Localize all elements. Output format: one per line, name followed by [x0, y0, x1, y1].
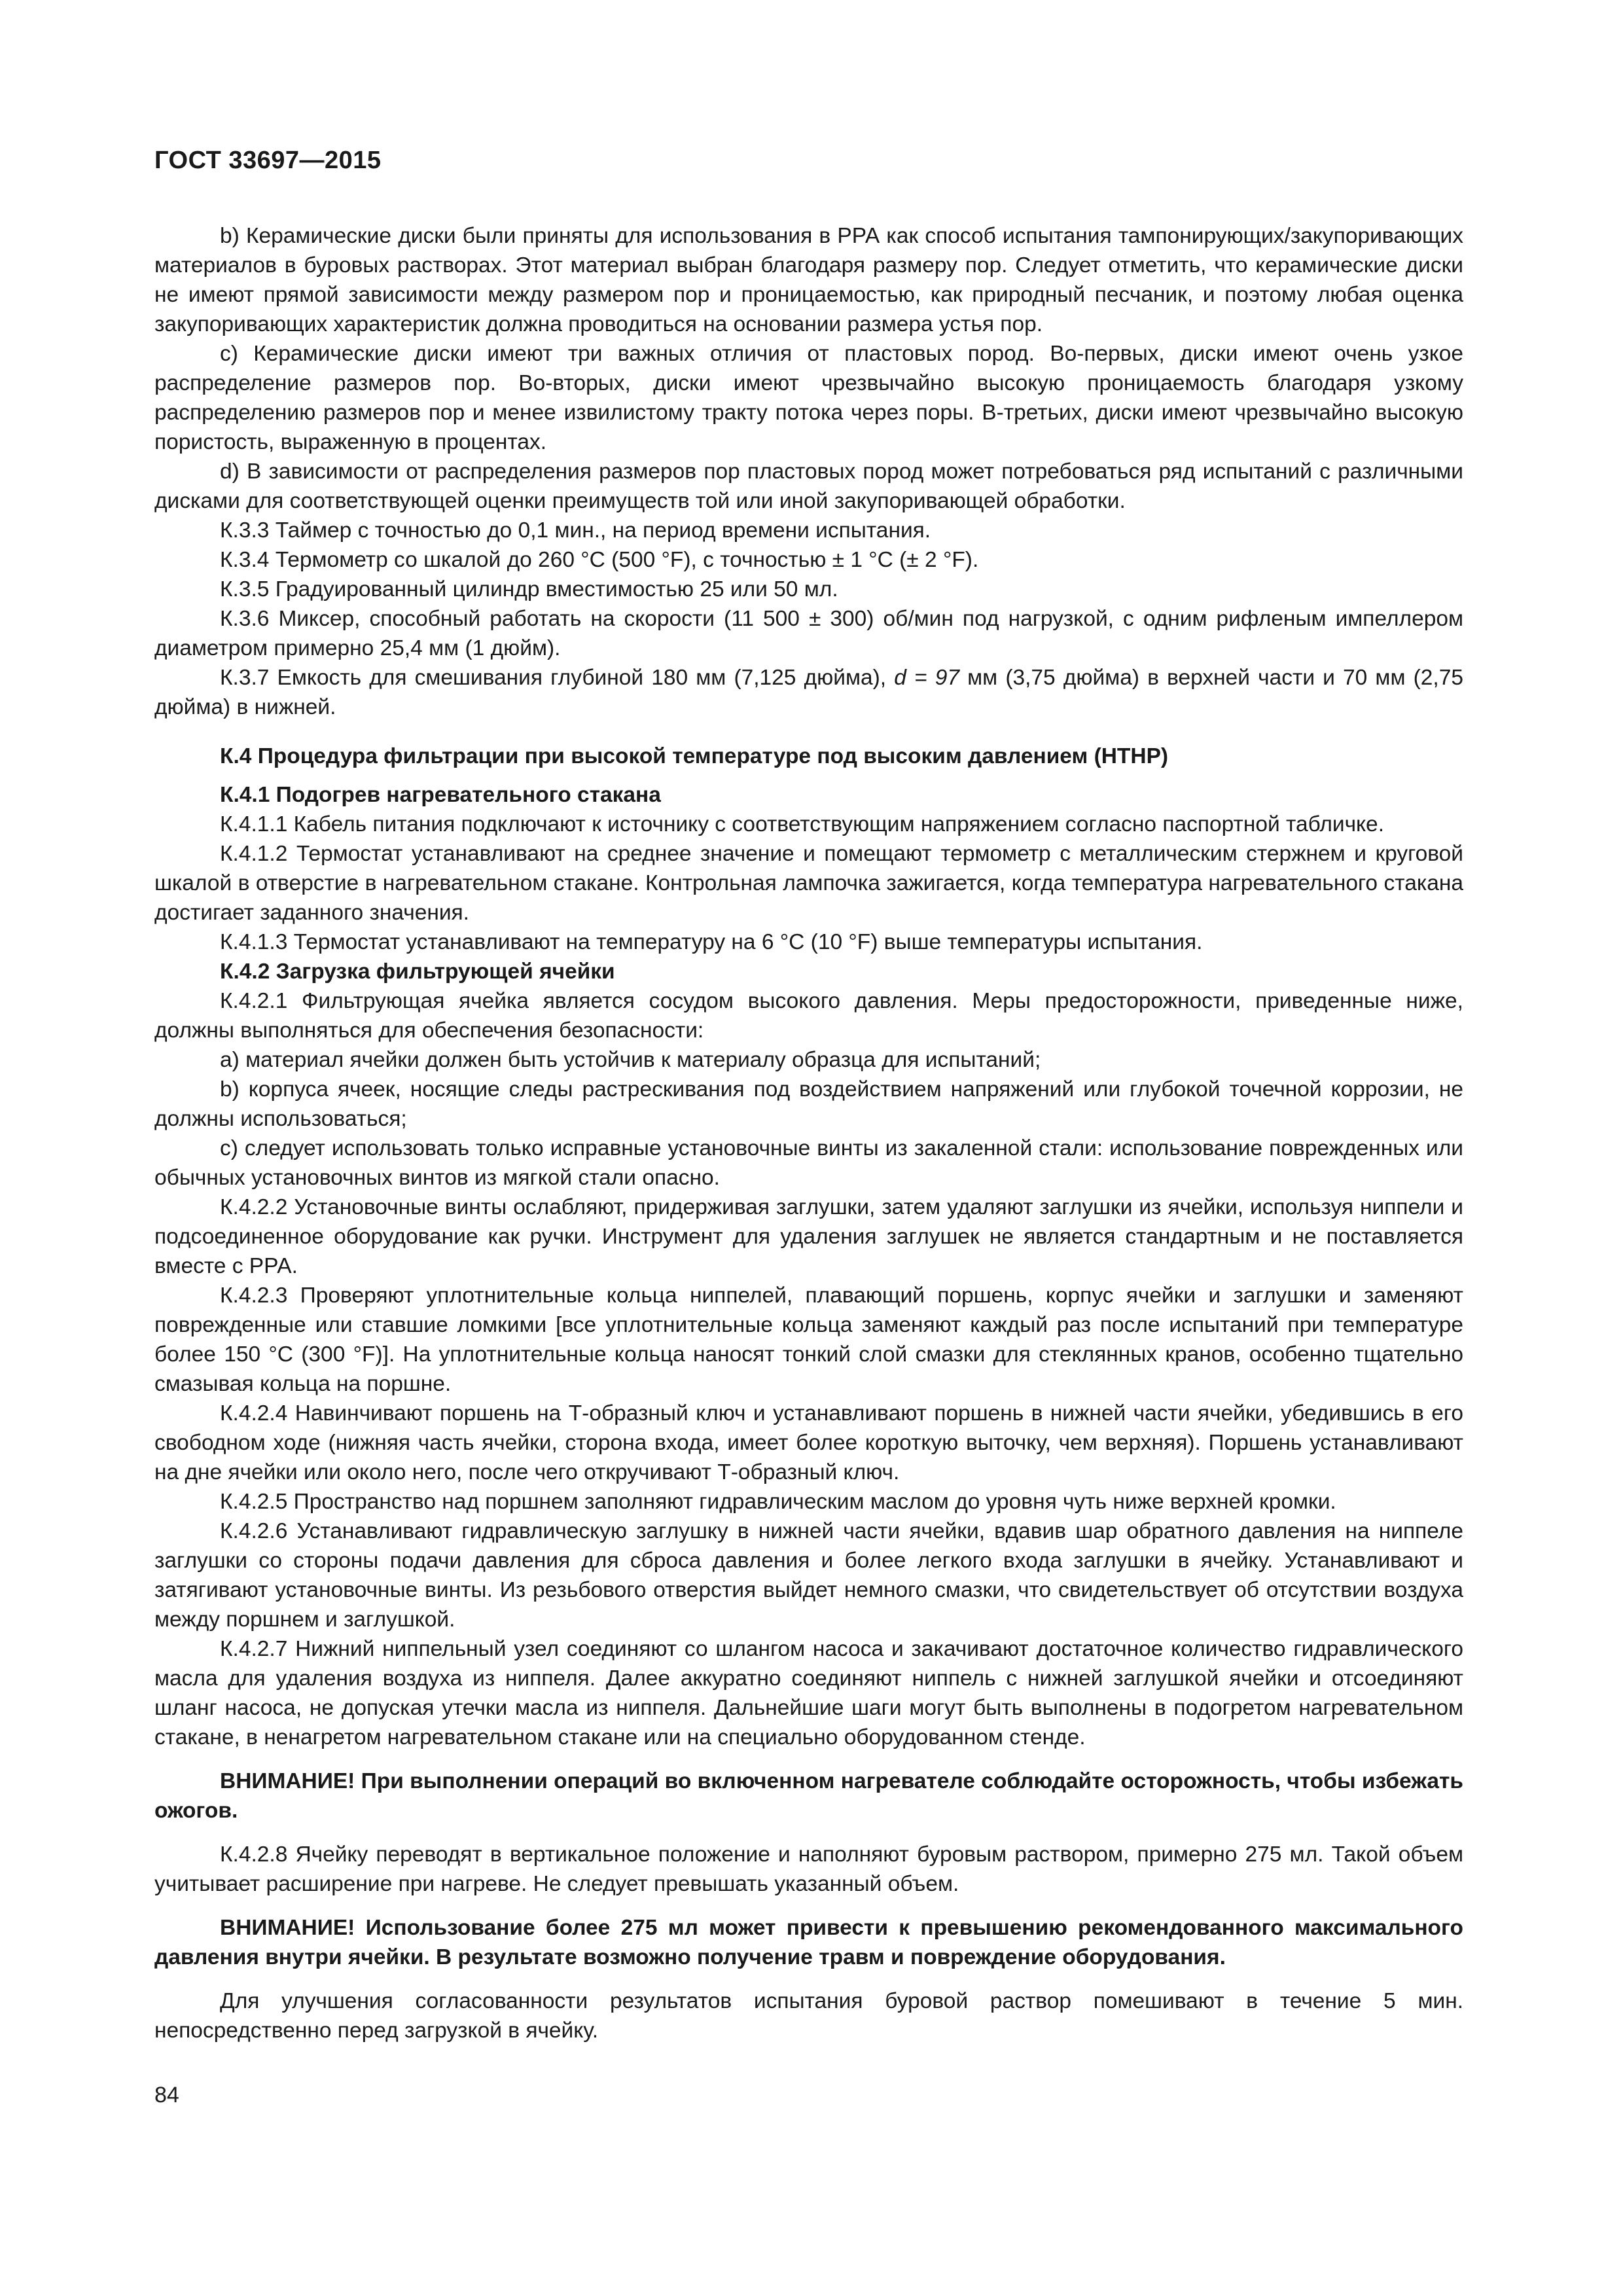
paragraph-k4-2-1: К.4.2.1 Фильтрующая ячейка является сосудом высокого давления. Меры предосторожности, приведенные ниже, должны выполняться для обеспечения безопасности:: [154, 989, 1463, 1043]
subsection-heading-k4-1: К.4.1 Подогрев нагревательного стакана: [220, 783, 661, 807]
paragraph-k4-2-5: К.4.2.5 Пространство над поршнем заполняют гидравлическим маслом до уровня чуть ниже верхней кромки.: [220, 1490, 1336, 1514]
subsection-heading-k4-2: К.4.2 Загрузка фильтрующей ячейки: [220, 960, 615, 984]
list-item-c: c) следует использовать только исправные установочные винты из закаленной стали: использование поврежденных или обычных установочных винтов из мягкой стали опасно.: [154, 1136, 1463, 1190]
formula-diameter: d = 97: [894, 666, 959, 690]
warning-overpressure: ВНИМАНИЕ! Использование более 275 мл может привести к превышению рекомендованного максимального давления внутри ячейки. В результате возможно получение травм и повреждение оборудования.: [154, 1916, 1463, 1969]
paragraph-k4-2-8: К.4.2.8 Ячейку переводят в вертикальное положение и наполняют буровым раствором, примерно 275 мл. Такой объем учитывает расширение при нагреве. Не следует превышать указанный объем.: [154, 1842, 1463, 1896]
document-body: [154, 221, 1463, 2045]
document-standard-code: ГОСТ 33697—2015: [154, 147, 382, 174]
warning-burns: ВНИМАНИЕ! При выполнении операций во включенном нагревателе соблюдайте осторожность, чтобы избежать ожогов.: [154, 1769, 1463, 1823]
page-number: 84: [154, 2083, 179, 2108]
paragraph-k3-2-d: d) В зависимости от распределения размеров пор пластовых пород может потребоваться ряд испытаний с различными дисками для соответствующей оценки преимуществ той или иной закупоривающей обработки.: [154, 459, 1463, 513]
paragraph-k3-5: К.3.5 Градуированный цилиндр вместимостью 25 или 50 мл.: [220, 577, 838, 601]
paragraph-k4-2-4: К.4.2.4 Навинчивают поршень на Т-образный ключ и устанавливают поршень в нижней части ячейки, убедившись в его свободном ходе (нижняя часть ячейки, сторона входа, имеет более короткую выточку, чем верхняя). Поршень устанавливают на дне ячейки или около него, после чего откручивают Т-образный ключ.: [154, 1401, 1463, 1484]
paragraph-k4-2-7: К.4.2.7 Нижний ниппельный узел соединяют со шлангом насоса и закачивают достаточное количество гидравлического масла для удаления воздуха из ниппеля. Далее аккуратно соединяют ниппель с нижней заглушкой ячейки и отсоединяют шланг насоса, не допуская утечки масла из ниппеля. Дальнейшие шаги могут быть выполнены в подогретом нагревательном стакане, в ненагретом нагревательном стакане или на специально оборудованном стенде.: [154, 1637, 1463, 1749]
list-item-b: b) корпуса ячеек, носящие следы растрескивания под воздействием напряжений или глубокой точечной коррозии, не должны использоваться;: [154, 1077, 1463, 1131]
paragraph-k3-6: К.3.6 Миксер, способный работать на скорости (11 500 ± 300) об/мин под нагрузкой, с одним рифленым импеллером диаметром примерно 25,4 мм (1 дюйм).: [154, 607, 1463, 660]
paragraph-k4-2-6: К.4.2.6 Устанавливают гидравлическую заглушку в нижней части ячейки, вдавив шар обратного давления на ниппеле заглушки со стороны подачи давления для сброса давления и более легкого входа заглушки в ячейку. Устанавливают и затягивают установочные винты. Из резьбового отверстия выйдет немного смазки, что свидетельствует об отсутствии воздуха между поршнем и заглушкой.: [154, 1519, 1463, 1632]
list-item-a: a) материал ячейки должен быть устойчив к материалу образца для испытаний;: [220, 1048, 1041, 1072]
paragraph-k3-3: К.3.3 Таймер с точностью до 0,1 мин., на период времени испытания.: [220, 518, 931, 543]
section-heading-k4: К.4 Процедура фильтрации при высокой температуре под высоким давлением (НТНР): [220, 744, 1169, 768]
paragraph-k3-7-text: К.3.7 Емкость для смешивания глубиной 180 мм (7,125 дюйма), d = 97 мм (3,75 дюйма) в верхней части и 70 мм (2,75 дюйма) в нижней.: [154, 666, 1463, 719]
paragraph-k3-4: К.3.4 Термометр со шкалой до 260 °С (500 °F), с точностью ± 1 °С (± 2 °F).: [220, 548, 979, 572]
paragraph-k4-1-1: К.4.1.1 Кабель питания подключают к источнику с соответствующим напряжением согласно паспортной табличке.: [220, 812, 1385, 836]
paragraph-k4-2-2: К.4.2.2 Установочные винты ослабляют, придерживая заглушки, затем удаляют заглушки из ячейки, используя ниппели и подсоединенное оборудование как ручки. Инструмент для удаления заглушек не является стандартным и не поставляется вместе с РРА.: [154, 1195, 1463, 1278]
paragraph-k4-2-3: К.4.2.3 Проверяют уплотнительные кольца ниппелей, плавающий поршень, корпус ячейки и заглушки и заменяют поврежденные или ставшие ломкими [все уплотнительные кольца заменяют каждый раз после испытаний при температуре более 150 °С (300 °F)]. На уплотнительные кольца наносят тонкий слой смазки для стеклянных кранов, особенно тщательно смазывая кольца на поршне.: [154, 1283, 1463, 1396]
paragraph-k3-2-b: b) Керамические диски были приняты для использования в РРА как способ испытания тампонирующих/закупоривающих материалов в буровых растворах. Этот материал выбран благодаря размеру пор. Следует отметить, что керамические диски не имеют прямой зависимости между размером пор и проницаемостью, как природный песчаник, и поэтому любая оценка закупоривающих характеристик должна проводиться на основании размера устья пор.: [154, 224, 1463, 336]
paragraph-stirring: Для улучшения согласованности результатов испытания буровой раствор помешивают в течение 5 мин. непосредственно перед загрузкой в ячейку.: [154, 1989, 1463, 2043]
paragraph-k4-1-2: К.4.1.2 Термостат устанавливают на среднее значение и помещают термометр с металлическим стержнем и круговой шкалой в отверстие в нагревательном стакане. Контрольная лампочка зажигается, когда температура нагревательного стакана достигает заданного значения.: [154, 842, 1463, 925]
paragraph-k3-7: [154, 663, 1463, 722]
paragraph-k4-1-3: К.4.1.3 Термостат устанавливают на температуру на 6 °С (10 °F) выше температуры испытания.: [220, 930, 1203, 954]
paragraph-k3-2-c: c) Керамические диски имеют три важных отличия от пластовых пород. Во-первых, диски имеют очень узкое распределение размеров пор. Во-вторых, диски имеют чрезвычайно высокую проницаемость благодаря узкому распределению размеров пор и менее извилистому тракту потока через поры. В-третьих, диски имеют чрезвычайно высокую пористость, выраженную в процентах.: [154, 342, 1463, 454]
